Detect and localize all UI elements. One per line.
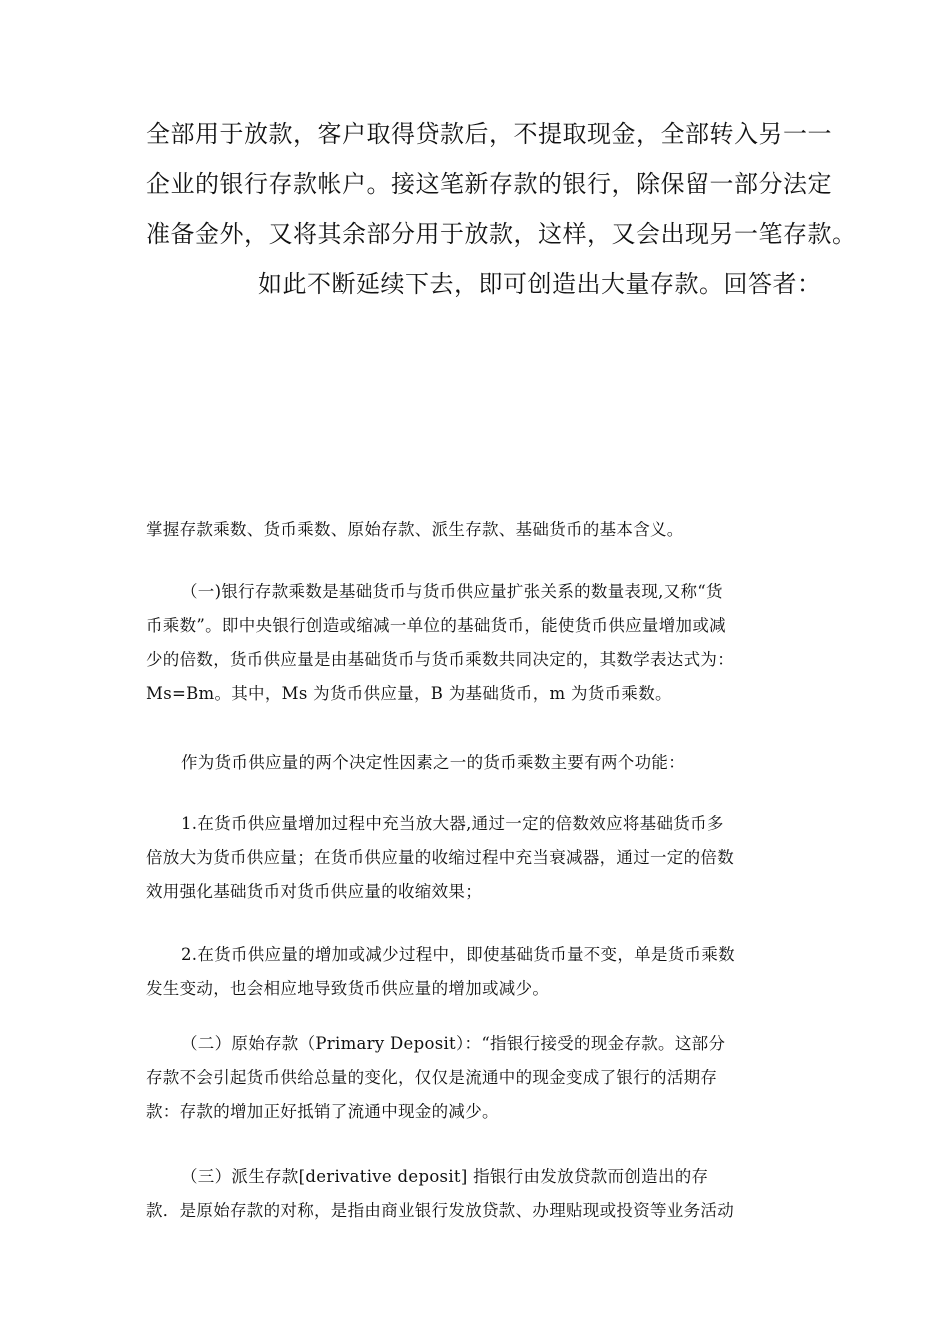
paragraph-line: 发生变动，也会相应地导致货币供应量的增加或减少。 (146, 979, 550, 998)
paragraph-line: 掌握存款乘数、货币乘数、原始存款、派生存款、基础货币的基本含义。 (146, 520, 684, 539)
section-three-paragraph (146, 1160, 810, 1228)
section-one-paragraph (146, 575, 810, 711)
top-paragraph-closing (258, 259, 928, 309)
paragraph-line: 少的倍数，货币供应量是由基础货币与货币乘数共同决定的，其数学表达式为： (146, 650, 734, 669)
paragraph-line: 效用强化基础货币对货币供应量的收缩效果； (146, 882, 482, 901)
paragraph-line: （二）原始存款（Primary Deposit）：“指银行接受的现金存款。这部分 (181, 1034, 726, 1053)
paragraph-line: Ms=Bm。其中，Ms 为货币供应量，B 为基础货币，m 为货币乘数。 (146, 684, 672, 703)
paragraph-line: 倍放大为货币供应量；在货币供应量的收缩过程中充当衰减器，通过一定的倍数 (146, 848, 734, 867)
paragraph-line: 企业的银行存款帐户。接这笔新存款的银行，除保留一部分法定 (146, 170, 832, 198)
function-one-paragraph (146, 807, 810, 909)
paragraph-line: 1.在货币供应量增加过程中充当放大器,通过一定的倍数效应将基础货币多 (181, 814, 724, 833)
paragraph-line: 款：存款的增加正好抵销了流通中现金的减少。 (146, 1102, 499, 1121)
intro-paragraph (146, 513, 810, 547)
function-two-paragraph (146, 938, 810, 1006)
functions-intro-paragraph (146, 746, 810, 780)
paragraph-line: 准备金外，又将其余部分用于放款，这样，又会出现另一笔存款。 (146, 220, 857, 248)
section-two-paragraph (146, 1027, 810, 1129)
paragraph-line: 作为货币供应量的两个决定性因素之一的货币乘数主要有两个功能： (181, 753, 685, 772)
top-paragraph (146, 109, 857, 259)
paragraph-line: 款．是原始存款的对称，是指由商业银行发放贷款、办理贴现或投资等业务活动 (146, 1201, 734, 1220)
paragraph-line: 2.在货币供应量的增加或减少过程中，即使基础货币量不变，单是货币乘数 (181, 945, 735, 964)
paragraph-line: 全部用于放款，客户取得贷款后，不提取现金，全部转入另一一 (146, 120, 832, 148)
paragraph-line: （三）派生存款[derivative deposit] 指银行由发放贷款而创造出的存 (181, 1167, 709, 1186)
paragraph-line: 币乘数”。即中央银行创造或缩减一单位的基础货币，能使货币供应量增加或减 (146, 616, 726, 635)
paragraph-line: 如此不断延续下去，即可创造出大量存款。回答者： (258, 270, 822, 298)
paragraph-line: （一)银行存款乘数是基础货币与货币供应量扩张关系的数量表现,又称“货 (181, 582, 723, 601)
paragraph-line: 存款不会引起货币供给总量的变化，仅仅是流通中的现金变成了银行的活期存 (146, 1068, 718, 1087)
